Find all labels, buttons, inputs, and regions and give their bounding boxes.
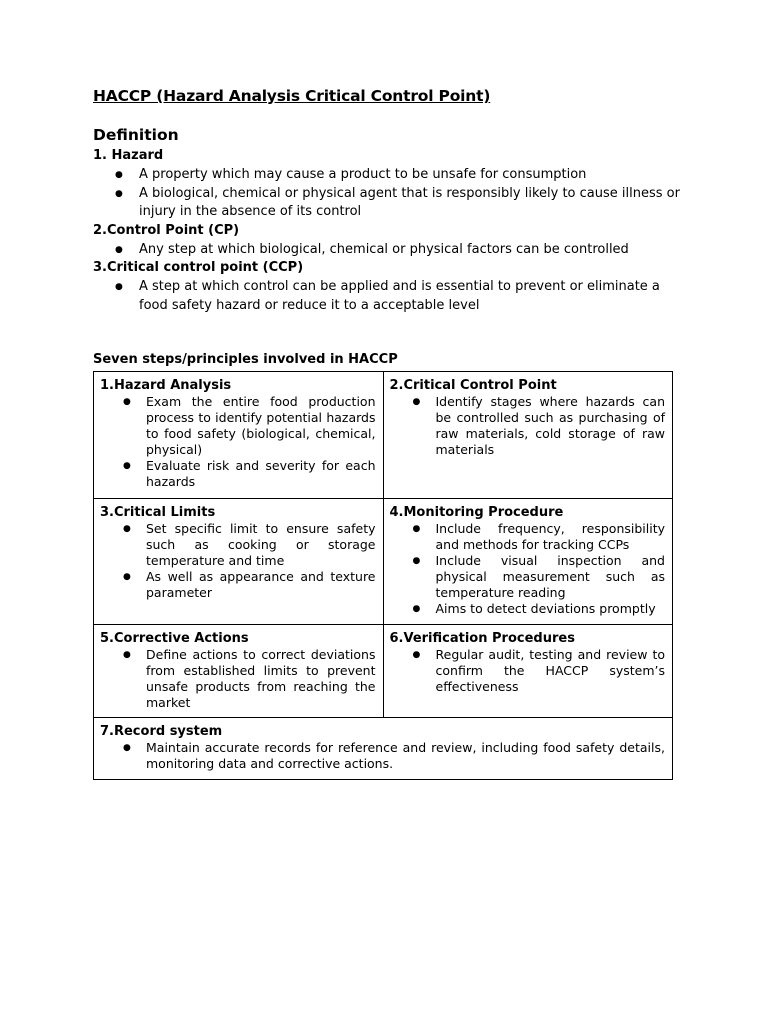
step-bullet: ● Include frequency, responsibility and methods for tracking CCPs	[390, 521, 666, 553]
step-cell-critical-control-point	[383, 372, 673, 499]
step-cell-monitoring-procedure	[383, 499, 673, 625]
step-title: 6.Verification Procedures	[389, 631, 575, 646]
step-title: 5.Corrective Actions	[100, 631, 249, 646]
step-bullet: ● Maintain accurate records for reference and review, including food safety details, monitoring data and corrective actions.	[100, 740, 665, 772]
step-cell-critical-limits	[94, 499, 384, 625]
step-bullet-list	[100, 521, 376, 601]
step-title: 2.Critical Control Point	[389, 378, 557, 393]
step-bullet-list	[390, 394, 666, 458]
step-bullet: ● Evaluate risk and severity for each hazards	[100, 458, 376, 490]
control-point-bullet-list	[93, 241, 683, 260]
step-cell-corrective-actions	[94, 625, 384, 718]
haccp-steps-table	[93, 371, 673, 780]
step-bullet: ● Include visual inspection and physical measurement such as temperature reading	[390, 553, 666, 601]
step-title: 7.Record system	[100, 724, 223, 739]
step-bullet-list	[390, 647, 666, 695]
hazard-bullet: ● A property which may cause a product to be unsafe for consumption	[93, 166, 683, 185]
step-bullet-list	[100, 394, 376, 490]
hazard-bullet-list	[93, 166, 683, 222]
step-bullet-list	[100, 740, 665, 772]
step-bullet-list	[390, 521, 666, 617]
ccp-bullet: ● A step at which control can be applied and is essential to prevent or eliminate a food safety hazard or reduce it to a acceptable level	[93, 278, 683, 315]
step-bullet: ● Exam the entire food production process to identify potential hazards to food safety (biological, chemical, physical)	[100, 394, 376, 458]
step-cell-verification-procedures	[383, 625, 673, 718]
seven-steps-heading: Seven steps/principles involved in HACCP	[93, 352, 398, 367]
step-cell-hazard-analysis	[94, 372, 384, 499]
document-title: HACCP (Hazard Analysis Critical Control Point)	[93, 87, 491, 105]
step-title: 3.Critical Limits	[100, 505, 216, 520]
step-title: 4.Monitoring Procedure	[389, 505, 564, 520]
step-bullet: ● Regular audit, testing and review to confirm the HACCP system’s effectiveness	[390, 647, 666, 695]
step-bullet: ● Identify stages where hazards can be controlled such as purchasing of raw materials, cold storage of raw materials	[390, 394, 666, 458]
term-control-point: 2.Control Point (CP)	[93, 222, 240, 238]
definition-section	[93, 126, 683, 315]
step-bullet: ● Define actions to correct deviations from established limits to prevent unsafe products from reaching the market	[100, 647, 376, 711]
step-cell-record-system	[94, 718, 673, 780]
term-critical-control-point: 3.Critical control point (CCP)	[93, 260, 304, 275]
ccp-bullet-list	[93, 278, 683, 315]
term-hazard: 1. Hazard	[93, 148, 164, 163]
step-bullet-list	[100, 647, 376, 711]
definition-heading: Definition	[93, 126, 179, 144]
step-bullet: ● Aims to detect deviations promptly	[390, 601, 666, 617]
hazard-bullet: ● A biological, chemical or physical agent that is responsibly likely to cause illness or injury in the absence of its control	[93, 185, 683, 222]
control-point-bullet: ● Any step at which biological, chemical or physical factors can be controlled	[93, 241, 683, 260]
step-bullet: ● Set specific limit to ensure safety such as cooking or storage temperature and time	[100, 521, 376, 569]
step-title: 1.Hazard Analysis	[100, 378, 232, 393]
step-bullet: ● As well as appearance and texture parameter	[100, 569, 376, 601]
